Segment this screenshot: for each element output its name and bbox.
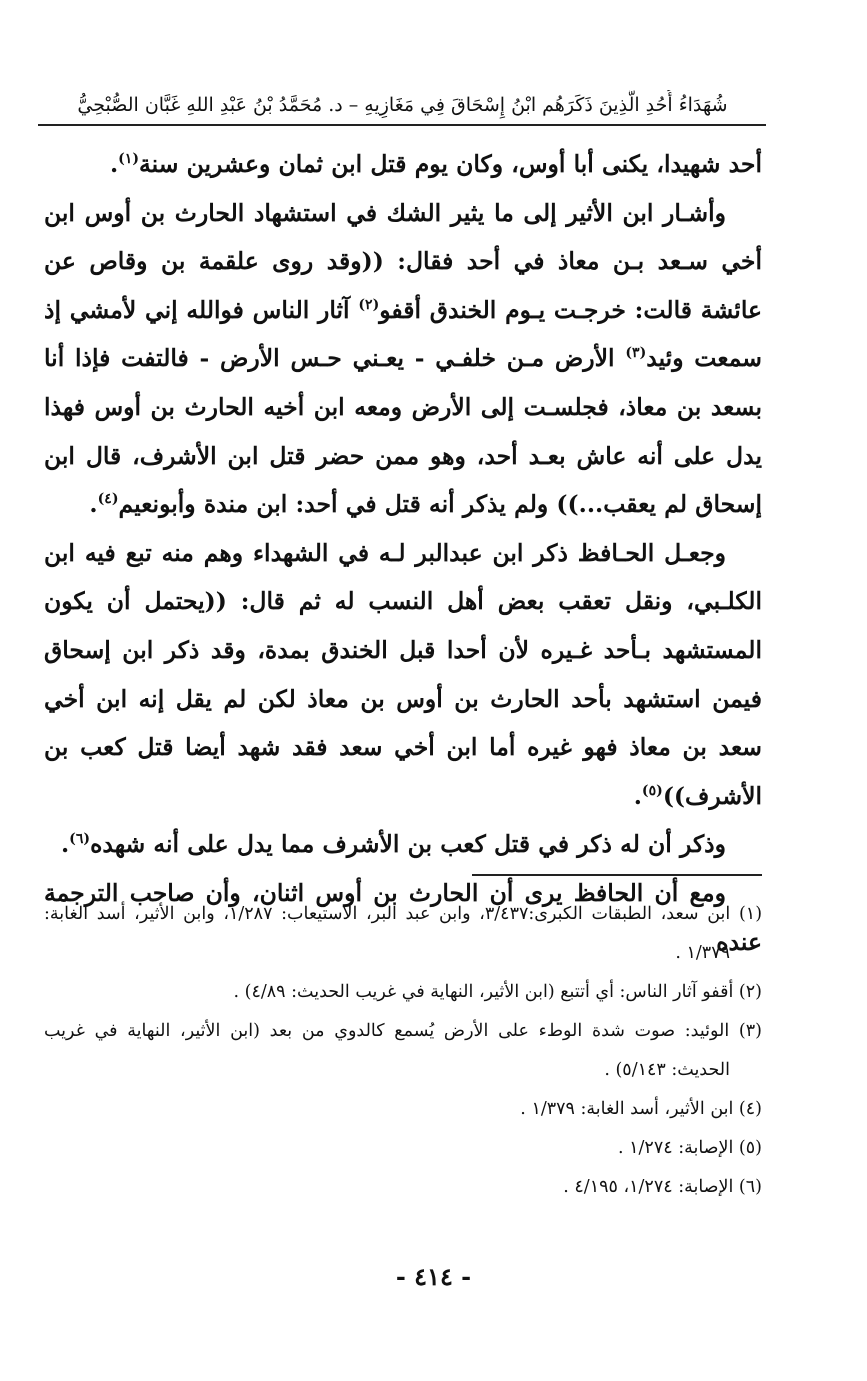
footnote-6: (٦) الإصابة: ١/٢٧٤، ٤/١٩٥ .	[563, 1177, 762, 1197]
paragraph-3: وجعـل الحـافظ ذكر ابن عبدالبر لـه في الشهداء وهم منه تبع فيه ابن الكلـبي، ونقل تعقب بعض أهل النسب له ثم قال: ((يحتمل أن يكون المستشهد بـأحد غـيره لأن أحدا قبل الخندق بمدة، وقد ذكر ابن إسحاق فيمن استشهد بأحد الحارث بن أوس بن معاذ لكن لم يقل إنه ابن أخي سعد بن معاذ فهو غيره أما ابن أخي سعد فقد شهد أيضا قتل كعب بن الأشرف))$^{(٥)}$.	[44, 538, 762, 810]
footnote-2: (٢) أقفو آثار الناس: أي أتتبع (ابن الأثير، النهاية في غريب الحديث: ٤/٨٩) .	[233, 982, 762, 1002]
paragraph-2: وأشـار ابن الأثير إلى ما يثير الشك في استشهاد الحارث بن أوس ابن أخي سـعد بـن معاذ في أحد فقال: ((وقد روى علقمة بن وقاص عن عائشة قالت: خرجـت يـوم الخندق أقفو$^{(٢)}$ آثار الناس فوالله إني لأمشي إذ سمعت وئيد$^{(٣)}$ الأرض مـن خلفـي - يعـني حـس الأرض - فالتفت فإذا أنا بسعد بن معاذ، فجلسـت إلى الأرض ومعه ابن أخيه الحارث بن أوس فهذا يدل على أنه عاش بعـد أحد، وهو ممن حضر قتل ابن الأشرف، قال ابن إسحاق لم يعقب...)) ولم يذكر أنه قتل في أحد: ابن مندة وأبونعيم$^{(٤)}$.	[44, 198, 763, 519]
note-mark-1: (١)	[118, 151, 140, 168]
footnote-4: (٤) ابن الأثير، أسد الغابة: ١/٣٧٩ .	[520, 1099, 762, 1119]
footnote-3: (٣) الوئيد: صوت شدة الوطء على الأرض يُسمع كالدوي من بعد (ابن الأثير، النهاية في غريب الحديث: ٥/١٤٣) .	[44, 1021, 762, 1080]
running-title: شُهَدَاءُ أُحُدِ الَّذِينَ ذَكَرَهُم ابْنُ إِسْحَاقَ فِي مَغَازِيهِ – د. مُحَمَّدُ بْنُ عَبْدِ اللهِ غَبَّان الصُّبْحِيُّ	[77, 94, 728, 116]
running-header	[40, 90, 765, 124]
page-number: - ٤١٤ -	[395, 1262, 472, 1291]
paragraph-1: أحد شهيدا، يكنى أبا أوس، وكان يوم قتل ابن ثمان وعشرين سنة$^{(١)}$.	[109, 150, 762, 178]
footnote-1: (١) ابن سعد، الطبقات الكبرى:٣/٤٣٧، وابن عبد البر، الاستيعاب: ١/٢٨٧، وابن الأثير، أسد الغابة: ١/٣٧٩ .	[44, 904, 763, 963]
main-text	[44, 140, 762, 966]
note-mark-4: (٤)	[97, 491, 119, 508]
note-mark-3: (٣)	[625, 345, 647, 362]
paragraph-5: ومع أن الحافظ يرى أن الحارث بن أوس اثنان، وأن صاحب الترجمة عنده	[44, 878, 762, 956]
paragraph-4: وذكر أن له ذكر في قتل كعب بن الأشرف مما يدل على أنه شهده$^{(٦)}$.	[60, 830, 726, 859]
note-mark-6: (٦)	[69, 831, 91, 848]
footnote-5: (٥) الإصابة: ١/٢٧٤ .	[617, 1138, 762, 1158]
footnote-separator	[472, 874, 762, 876]
header-rule	[38, 124, 766, 126]
note-mark-2: (٢)	[358, 296, 380, 313]
footnotes	[44, 895, 762, 1207]
note-mark-5: (٥)	[641, 782, 663, 799]
